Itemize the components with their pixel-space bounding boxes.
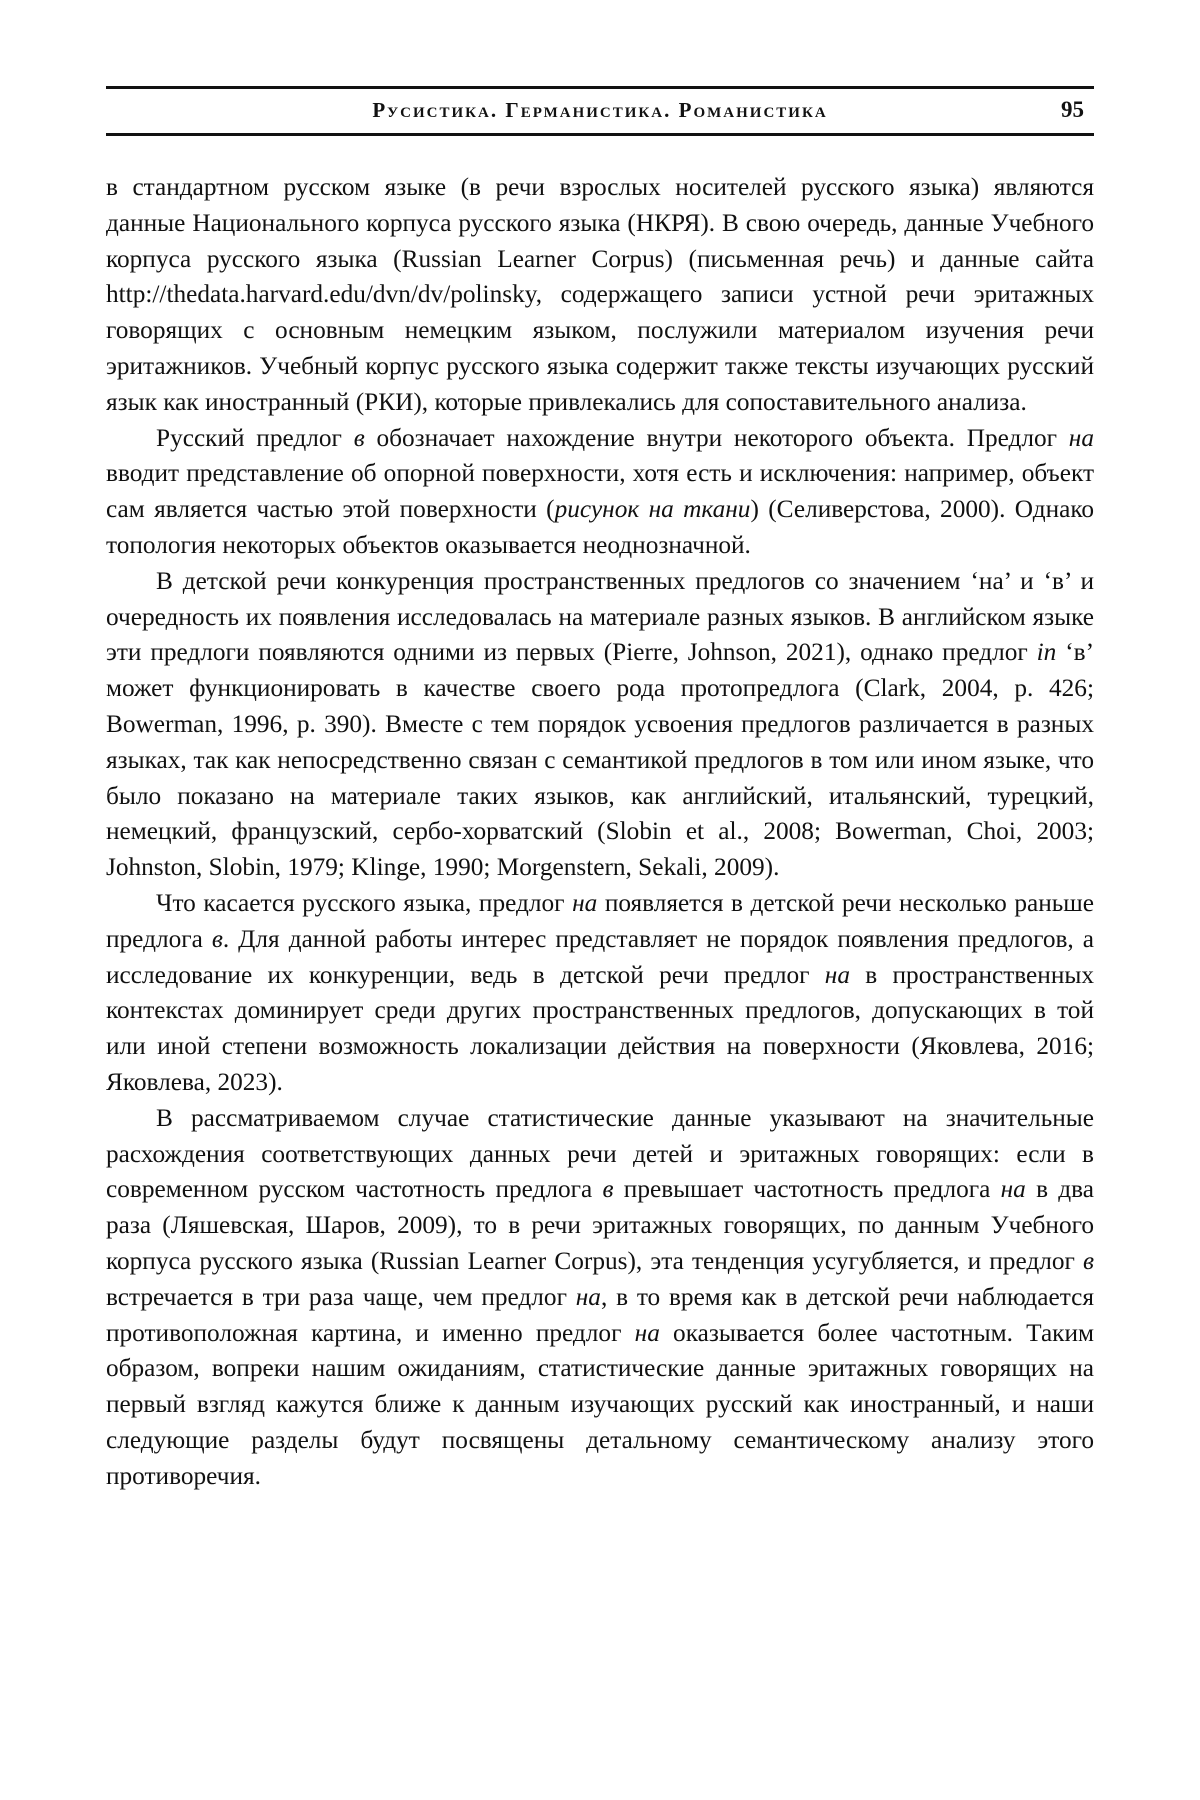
text-run: ) (Селиверстова, 2000). Однако топология некоторых объектов оказы­вается неоднозначной. xyxy=(106,495,1094,559)
text-run: В детской речи конкуренция пространственных предлогов со значением ‘на’ и ‘в’ и очередность их появления исследовалась на материале разных языков. В английском языке эти предлоги появляются одними из первых (Pierre, Johnson, 2021), однако предлог xyxy=(106,567,1094,667)
text-run: встречается в три раза чаще, чем предлог xyxy=(106,1283,576,1311)
italic-term: в xyxy=(354,424,365,452)
body-text xyxy=(106,170,1094,1494)
text-run: превышает частотность предлога xyxy=(614,1175,1001,1203)
paragraph-4 xyxy=(106,886,1094,1101)
italic-term: на xyxy=(572,889,597,917)
text-run: , в то время как в детской речи наблюдается проти­воположная картина, и именно предлог xyxy=(106,1283,1094,1347)
text-run: вводит представление об опорной поверхности, хотя есть и исклю­чения: например, объект сам является частью этой поверхности ( xyxy=(106,459,1094,523)
text-run: обозначает нахождение внутри некоторого объекта. Предлог xyxy=(365,424,1069,452)
italic-term: на xyxy=(635,1319,660,1347)
running-title: Русистика. Германистика. Романистика xyxy=(106,98,1094,123)
italic-term: на xyxy=(1069,424,1094,452)
text-run: в стандартном русском языке (в речи взрослых носителей русского языка) являются данные Национального корпуса русского языка (НКРЯ). В свою очередь, данные Учебного корпуса русского языка (Russian Learner Corpus) (письменная речь) и данные сайта http://thedata.harvard.edu/dvn/dv/polinsky, содержащего записи устной речи эритажных говорящих с основным немецким языком, послужили материалом изучения речи эритажников. Учебный корпус русского языка содержит также тексты изучающих русский язык как иностран­ный (РКИ), которые привлекались для сопоставительного анализа. xyxy=(106,173,1094,416)
text-run: ‘в’ может функционировать в качестве своего рода протопредлога (Clark, 2004, p. 426; Bowerman, 1996, p. 390). Вместе с тем поря­док усвоения предлогов различается в разных языках, так как непосредственно связан с семантикой предлогов в том или ином языке, что было показано на ма­териале таких языков, как английский, итальянский, турецкий, немецкий, фран­цузский, сербо-хорватский (Slobin et al., 2008; Bowerman, Choi, 2003; Johnston, Slobin, 1979; Klinge, 1990; Morgenstern, Sekali, 2009). xyxy=(106,638,1094,881)
text-run: В рассматриваемом случае статистические данные указывают на зна­чительные расхождения соответствующих данных речи детей и эритажных говорящих: если в современном русском частотность предлога xyxy=(106,1104,1094,1204)
italic-term: на xyxy=(1001,1175,1026,1203)
book-page xyxy=(0,0,1200,1800)
italic-term: на xyxy=(576,1283,601,1311)
text-run: . Для данной работы интерес представляет не по­рядок появления предлогов, а исследование их конкуренции, ведь в дет­ской речи предлог xyxy=(106,925,1094,989)
text-run: появляется в детской речи не­сколько раньше предлога xyxy=(106,889,1094,953)
italic-term: на xyxy=(825,961,850,989)
paragraph-5 xyxy=(106,1101,1094,1495)
italic-term: рисунок на ткани xyxy=(555,495,751,523)
paragraph-3 xyxy=(106,564,1094,886)
text-run: Русский предлог xyxy=(156,424,354,452)
italic-term: в xyxy=(212,925,223,953)
text-run: Что касается русского языка, предлог xyxy=(156,889,572,917)
text-run: в пространственных контекстах доминирует среди других пространственных предлогов, допускающих в той или иной степе­ни возможность локализации действия на поверхности (Яковлева, 2016; Яковлева, 2023). xyxy=(106,961,1094,1096)
paragraph-1 xyxy=(106,170,1094,421)
paragraph-2 xyxy=(106,421,1094,564)
text-run: оказывается более частотным. Та­ким образом, вопреки нашим ожиданиям, статистические данные эритажных говорящих на первый взгляд кажутся ближе к данным изучающих русский как иностранный, и наши следующие разделы будут посвящены детальному семантическому анализу этого противоречия. xyxy=(106,1319,1094,1490)
text-run: в два раза (Ляшевская, Шаров, 2009), то в речи эри­тажных говорящих, по данным Учебного корпуса русского языка (Russian Learner Corpus), эта тенденция усугубляется, и предлог xyxy=(106,1175,1094,1275)
page-number: 95 xyxy=(1061,97,1084,123)
italic-term: в xyxy=(603,1175,614,1203)
running-header xyxy=(106,86,1094,136)
italic-term: в xyxy=(1083,1247,1094,1275)
italic-term: in xyxy=(1037,638,1057,666)
